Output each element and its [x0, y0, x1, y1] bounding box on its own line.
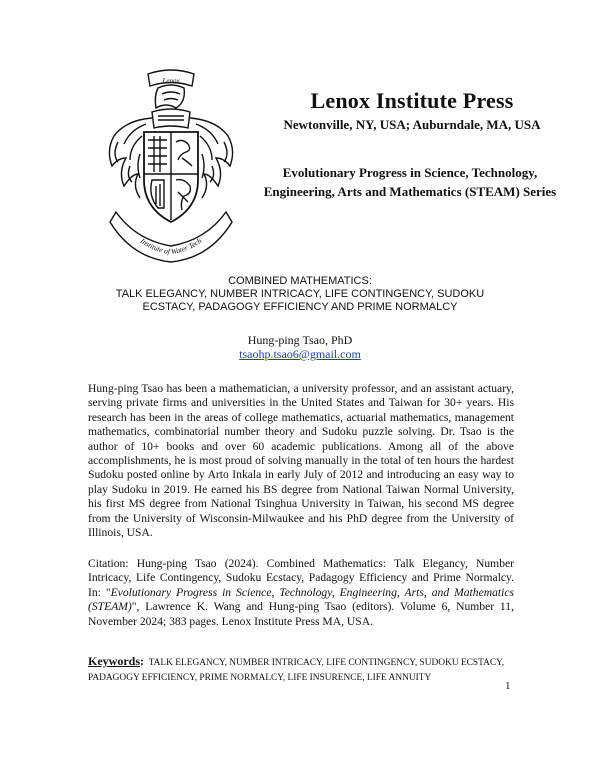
keywords [88, 654, 514, 686]
author-bio: Hung-ping Tsao has been a mathematician, a university professor, and an assistant actuary, serving private firms and universities in the United States and Taiwan for 30+ years. His research has been in the areas of college mathematics, actuarial mathematics, management mathematics, combinatorial number theory and Sudoku puzzle solving. Dr. Tsao is the author of 10+ books and over 60 academic publications. Among all of the above accomplishments, he is most proud of solving manually in the total of ten hours the hardest Sudoku posted online by Arto Inkala in early July of 2012 and introducing an easy way to play Sudoku in 2019. He earned his BS degree from National Taiwan Normal University, his first MS degree from National Tsinghua University in Taiwan, his second MS degree from the University of Wisconsin-Milwaukee and his PhD degree from the University of Illinois, USA. [88, 382, 514, 540]
citation-book-title: Evolutionary Progress in Science, Technology, Engineering, Arts, and Mathematics (STEAM) [88, 585, 514, 614]
press-location: Newtonville, NY, USA; Auburndale, MA, USA [283, 117, 541, 132]
paper-title-line-2: TALK ELEGANCY, NUMBER INTRICACY, LIFE CONTINGENCY, SUDOKU [115, 288, 485, 300]
paper-title-line-1: COMBINED MATHEMATICS: [228, 275, 372, 287]
citation [88, 557, 514, 629]
page-number: 1 [505, 680, 511, 692]
keywords-label: Keywords [88, 654, 140, 668]
citation-text-end: ", Lawrence K. Wang and Hung-ping Tsao (editors). Volume 6, Number 11, November 2024; 383 pages. Lenox Institute Press MA, USA. [88, 600, 514, 628]
keywords-text: TALK ELEGANCY, NUMBER INTRICACY, LIFE CONTINGENCY, SUDOKU ECSTACY, PADAGOGY EFFICIENCY, PRIME NORMALCY, LIFE INSURENCE, LIFE ANNUITY [88, 658, 505, 683]
series-title [240, 163, 580, 201]
citation-text: Citation: Hung-ping Tsao (2024). Combined Mathematics: Talk Elegancy, Number Intricacy, Life Contingency, Sudoku Ecstacy, Padagogy Efficiency and Prime Normalcy. In: " [88, 557, 514, 599]
coat-of-arms-icon [96, 62, 246, 270]
keywords-colon: : [140, 654, 144, 668]
series-line-2: Engineering, Arts and Mathematics (STEAM) Series [263, 184, 557, 199]
paper-title-line-3: ECSTACY, PADAGOGY EFFICIENCY AND PRIME NORMALCY [142, 301, 458, 313]
crest-motto: Institute of Water Tech [138, 236, 204, 257]
paper-title [60, 275, 540, 314]
author-email [60, 347, 540, 362]
author-name: Hung-ping Tsao, PhD [247, 333, 353, 347]
svg-text:Lenox: Lenox [162, 77, 180, 85]
press-name: Lenox Institute Press [310, 88, 514, 113]
email-link[interactable]: tsaohp.tsao6@gmail.com [239, 347, 361, 361]
series-line-1: Evolutionary Progress in Science, Technology, [282, 165, 538, 180]
